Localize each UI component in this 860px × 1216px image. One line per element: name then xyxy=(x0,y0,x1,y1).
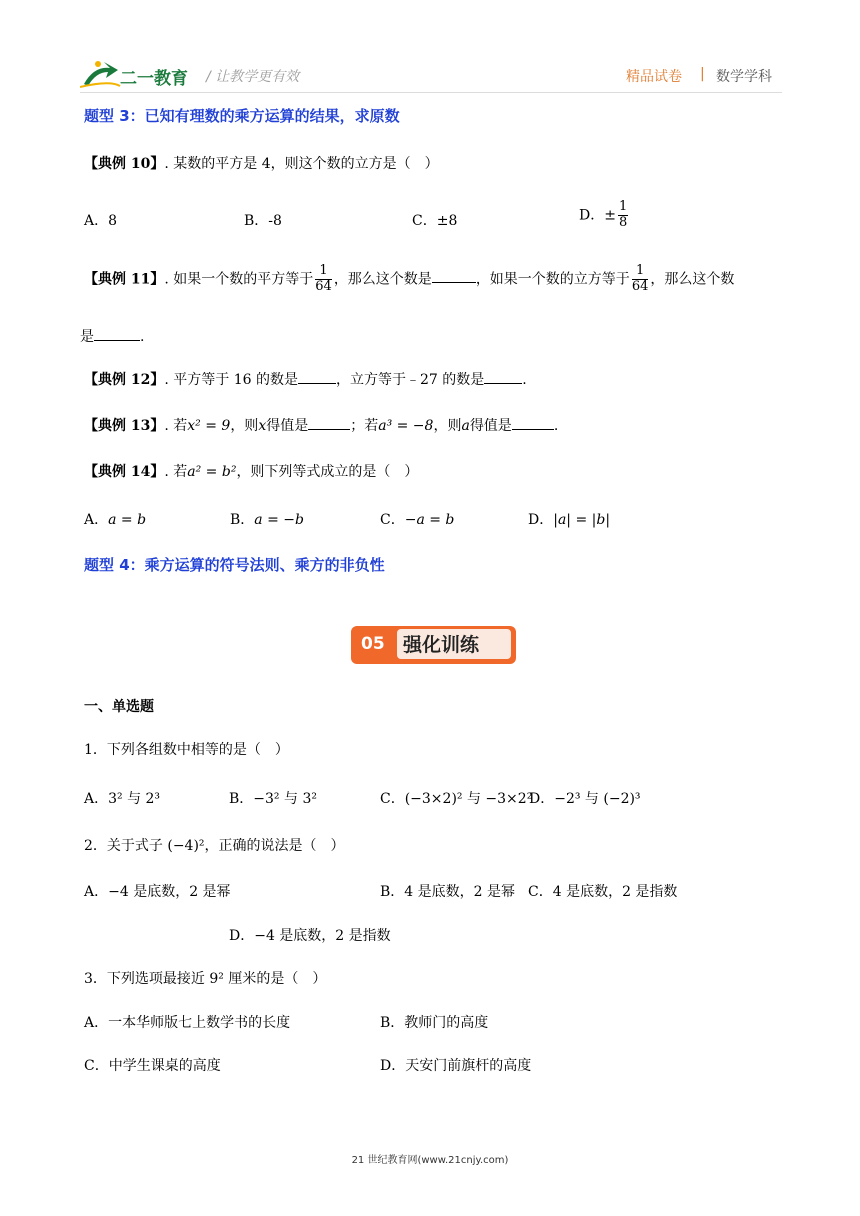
example-text: 得值是 xyxy=(266,418,309,434)
answer-blank[interactable] xyxy=(484,371,522,384)
option-d: D．−2³ 与 (−2)³ xyxy=(529,791,641,807)
option-c xyxy=(380,509,454,529)
option-letter: A． xyxy=(84,512,109,528)
option-b: B．教师门的高度 xyxy=(380,1015,489,1031)
answer-blank[interactable] xyxy=(432,270,476,283)
option-a: A．−4 是底数，2 是幂 xyxy=(84,884,231,900)
example-label: 【典例 11】 xyxy=(84,271,165,288)
example-11-stem xyxy=(84,264,734,295)
answer-blank[interactable] xyxy=(308,417,350,430)
example-text: . xyxy=(140,329,145,345)
question-1-stem: 1．下列各组数中相等的是（ ） xyxy=(84,742,289,758)
example-text: . xyxy=(522,372,527,388)
math-expression: a = b xyxy=(108,512,147,528)
header-separator: | xyxy=(700,66,705,82)
question-2-stem: 2．关于式子 (−4)²，正确的说法是（ ） xyxy=(84,838,345,854)
fraction xyxy=(632,264,649,295)
example-text: ，则 xyxy=(230,418,259,434)
example-12-stem xyxy=(84,369,527,389)
option-d xyxy=(528,509,610,529)
option-c: C．±8 xyxy=(412,213,458,229)
fraction-denominator: 64 xyxy=(631,278,649,294)
brand-name: 二一教育 xyxy=(120,69,188,89)
math-expression: −a = b xyxy=(404,512,455,528)
math-expression: a³ = −8 xyxy=(378,418,434,434)
option-a: A．一本华师版七上数学书的长度 xyxy=(84,1015,291,1031)
header-divider xyxy=(80,92,782,93)
section-title-4: 题型 4：乘方运算的符号法则、乘方的非负性 xyxy=(84,556,385,574)
fraction-numerator: 1 xyxy=(618,199,628,214)
example-text: ，那么这个数 xyxy=(650,271,735,288)
fraction xyxy=(315,264,332,295)
example-label: 【典例 14】 xyxy=(84,464,165,480)
option-b: B．-8 xyxy=(244,213,282,229)
math-expression: |a| = |b| xyxy=(553,512,611,528)
option-a: A．8 xyxy=(84,213,118,229)
example-11-line2 xyxy=(80,326,144,346)
option-c: C．4 是底数，2 是指数 xyxy=(528,884,678,900)
answer-blank[interactable] xyxy=(298,371,336,384)
example-text: ；若 xyxy=(350,418,379,434)
answer-blank[interactable] xyxy=(512,417,554,430)
fraction xyxy=(618,200,628,231)
option-d-prefix: D．± xyxy=(579,207,616,224)
part-title: 一、单选题 xyxy=(84,699,154,715)
question-3-stem: 3．下列选项最接近 9² 厘米的是（ ） xyxy=(84,971,327,987)
banner-number: 05 xyxy=(361,634,385,654)
section-title-3: 题型 3：已知有理数的乘方运算的结果，求原数 xyxy=(84,107,400,125)
option-c: C．(−3×2)² 与 −3×2² xyxy=(380,791,533,807)
math-expression: x² = 9 xyxy=(187,418,231,434)
answer-blank[interactable] xyxy=(94,328,140,341)
example-text: . 某数的平方是 4，则这个数的立方是（ ） xyxy=(164,156,439,172)
option-d: D．天安门前旗杆的高度 xyxy=(380,1058,532,1074)
option-d: D．−4 是底数，2 是指数 xyxy=(229,928,391,944)
option-a xyxy=(84,509,146,529)
fraction-numerator: 1 xyxy=(315,264,332,280)
option-b: B．−3² 与 3² xyxy=(229,791,317,807)
math-variable: a xyxy=(461,418,470,434)
option-letter: C． xyxy=(380,512,405,528)
example-text: . 如果一个数的平方等于 xyxy=(164,271,314,288)
page-footer: 21 世纪教育网(www.21cnjy.com) xyxy=(351,1155,509,1166)
example-text: . 若 xyxy=(164,418,188,434)
math-variable: x xyxy=(258,418,267,434)
option-a: A．3² 与 2³ xyxy=(84,791,161,807)
example-14-stem xyxy=(84,461,418,481)
example-text: ，则下列等式成立的是（ ） xyxy=(236,464,419,480)
example-text: . xyxy=(553,418,559,434)
math-expression: a = −b xyxy=(254,512,304,528)
header-tag: 精品试卷 xyxy=(626,69,682,85)
example-text: ，立方等于﹣27 的数是 xyxy=(335,372,485,388)
option-letter: B． xyxy=(230,512,255,528)
example-text: 得值是 xyxy=(469,418,512,434)
example-text: ，那么这个数是 xyxy=(333,271,432,288)
example-text: 是 xyxy=(80,329,94,345)
option-letter: D． xyxy=(528,512,554,528)
example-label: 【典例 10】 xyxy=(84,156,165,172)
example-label: 【典例 13】 xyxy=(84,418,165,434)
example-13-stem xyxy=(84,415,558,435)
example-text: ，则 xyxy=(433,418,462,434)
brand-slogan: / 让教学更有效 xyxy=(206,69,300,85)
fraction-denominator: 8 xyxy=(618,214,628,230)
example-text: . 若 xyxy=(164,464,188,480)
option-b: B．4 是底数，2 是幂 xyxy=(380,884,516,900)
banner-title: 强化训练 xyxy=(403,634,480,656)
fraction-denominator: 64 xyxy=(315,278,332,294)
option-b xyxy=(230,509,304,529)
example-10-stem xyxy=(84,153,439,173)
fraction-numerator: 1 xyxy=(632,264,649,280)
header-subject: 数学学科 xyxy=(716,69,772,85)
example-text: ，如果一个数的立方等于 xyxy=(475,271,630,288)
math-expression: a² = b² xyxy=(187,464,237,480)
example-text: . 平方等于 16 的数是 xyxy=(164,372,298,388)
example-label: 【典例 12】 xyxy=(84,372,165,388)
option-d xyxy=(579,200,630,231)
option-c: C．中学生课桌的高度 xyxy=(84,1058,221,1074)
